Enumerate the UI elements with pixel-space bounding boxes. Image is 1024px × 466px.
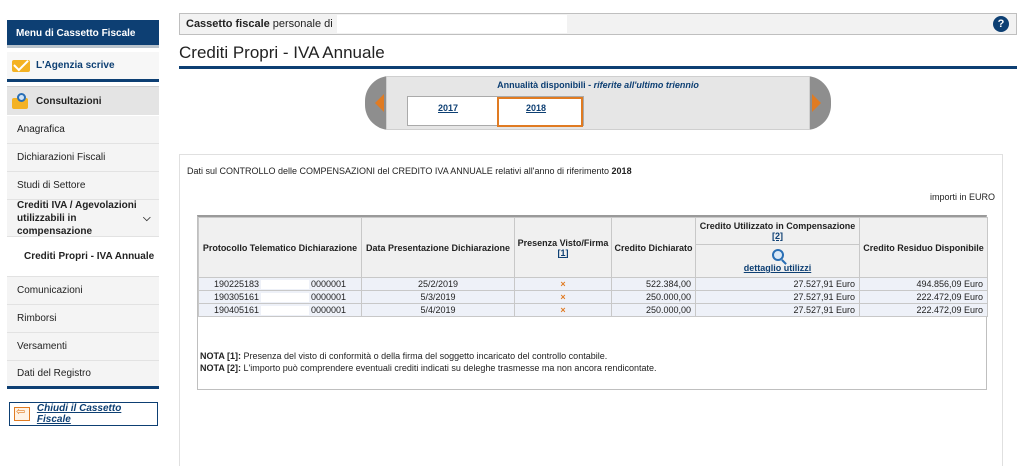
- sidebar-item-agenzia[interactable]: [7, 52, 159, 82]
- sidebar-item-studi[interactable]: Studi di Settore: [7, 172, 159, 200]
- protocollo-suffix: 0000001: [311, 304, 347, 315]
- help-icon[interactable]: ?: [993, 16, 1009, 32]
- nota-2: [200, 362, 656, 374]
- selected-year-highlight: [497, 97, 583, 127]
- col-header-data: Data Presentazione Dichiarazione: [362, 218, 515, 278]
- intro-label: Dati sul CONTROLLO delle COMPENSAZIONI del CREDITO IVA ANNUALE relativi all'anno di riferimento: [187, 166, 610, 176]
- sidebar-item-crediti-propri[interactable]: Crediti Propri - IVA Annuale: [7, 237, 159, 277]
- year-selector: [365, 76, 831, 130]
- credito-cell: 250.000,00: [612, 291, 696, 304]
- nota-1-text: Presenza del visto di conformità o della firma del soggetto incaricato del controllo contabile.: [243, 351, 608, 361]
- arrow-left-icon: [375, 94, 384, 112]
- year-link-2017[interactable]: 2017: [438, 103, 459, 113]
- sidebar: [7, 20, 159, 426]
- sidebar-item-label: Crediti IVA / Agevolazioni utilizzabili in compensazione: [17, 199, 137, 237]
- nota-1-link[interactable]: [1]: [557, 247, 569, 258]
- close-cassetto-link[interactable]: Chiudi il Cassetto Fiscale: [36, 403, 122, 425]
- data-cell: 25/2/2019: [362, 278, 515, 291]
- taxpayer-bar-title: Cassetto fiscale: [186, 18, 270, 30]
- sidebar-item-crediti[interactable]: [7, 200, 159, 237]
- consultazioni-icon: [12, 93, 30, 109]
- intro-text: [187, 166, 632, 176]
- exit-icon: [14, 407, 30, 421]
- sidebar-item-label: L'Agenzia scrive: [36, 60, 115, 71]
- visto-mark: ×: [515, 304, 612, 317]
- protocollo-cell: [199, 291, 362, 304]
- col-header-visto: [515, 218, 612, 278]
- sidebar-item-anagrafica[interactable]: Anagrafica: [7, 116, 159, 144]
- sidebar-item-versamenti[interactable]: Versamenti: [7, 333, 159, 361]
- title-divider: [179, 66, 1017, 69]
- year-panel: [386, 76, 810, 130]
- credito-cell: 250.000,00: [612, 304, 696, 317]
- taxpayer-bar-label: personale di: [272, 18, 333, 30]
- visto-mark: ×: [515, 291, 612, 304]
- col-header-residuo: Credito Residuo Disponibile: [860, 218, 988, 278]
- year-heading-note: riferite all'ultimo triennio: [593, 80, 699, 90]
- protocollo-cell: [199, 304, 362, 317]
- intro-year: 2018: [611, 166, 632, 176]
- arrow-right-icon: [812, 94, 821, 112]
- data-cell: 5/3/2019: [362, 291, 515, 304]
- credit-table: [198, 217, 988, 317]
- sidebar-item-label: Consultazioni: [36, 95, 102, 107]
- year-heading: [387, 80, 809, 90]
- utilizzato-cell: 27.527,91 Euro: [696, 304, 860, 317]
- sidebar-header: Menu di Cassetto Fiscale: [7, 20, 159, 48]
- dettaglio-utilizzi-link[interactable]: dettaglio utilizzi: [743, 263, 812, 273]
- residuo-cell: 222.472,09 Euro: [860, 304, 988, 317]
- page-title: Crediti Propri - IVA Annuale: [179, 43, 385, 62]
- sidebar-item-consultazioni[interactable]: [7, 86, 159, 116]
- utilizzato-cell: 27.527,91 Euro: [696, 278, 860, 291]
- sidebar-item-comunicazioni[interactable]: Comunicazioni: [7, 277, 159, 305]
- col-header-visto-label: Presenza Visto/Firma: [517, 237, 609, 248]
- table-row: [199, 291, 988, 304]
- year-link-2018[interactable]: 2018: [526, 103, 547, 113]
- residuo-cell: 494.856,09 Euro: [860, 278, 988, 291]
- envelope-icon: [12, 60, 30, 72]
- visto-mark: ×: [515, 278, 612, 291]
- protocollo-prefix: 190225183: [213, 278, 259, 289]
- search-icon[interactable]: [772, 249, 784, 261]
- protocollo-suffix: 0000001: [311, 278, 347, 289]
- data-cell: 5/4/2019: [362, 304, 515, 317]
- masked-segment: [261, 306, 309, 315]
- nota-2-label: NOTA [2]:: [200, 363, 241, 373]
- sidebar-item-registro[interactable]: Dati del Registro: [7, 361, 159, 389]
- protocollo-prefix: 190305161: [213, 291, 259, 302]
- col-header-credito: Credito Dichiarato: [612, 218, 696, 278]
- nota-2-link[interactable]: [2]: [772, 231, 783, 241]
- utilizzato-cell: 27.527,91 Euro: [696, 291, 860, 304]
- nota-1-label: NOTA [1]:: [200, 351, 241, 361]
- col-header-protocollo: Protocollo Telematico Dichiarazione: [199, 218, 362, 278]
- notes: [200, 350, 656, 374]
- nota-2-text: L'importo può comprendere eventuali crediti indicati su deleghe trasmesse ma non ancora rendicontate.: [243, 363, 657, 373]
- unit-label: importi in EURO: [929, 192, 995, 202]
- content-panel: [179, 154, 1003, 466]
- credito-cell: 522.384,00: [612, 278, 696, 291]
- residuo-cell: 222.472,09 Euro: [860, 291, 988, 304]
- col-header-utilizzato-label: Credito Utilizzato in Compensazione: [699, 221, 856, 231]
- col-header-utilizzato: [696, 218, 860, 245]
- dettaglio-cell: [696, 245, 860, 278]
- masked-segment: [261, 280, 309, 289]
- nota-1: [200, 350, 656, 362]
- masked-segment: [261, 293, 309, 302]
- taxpayer-name-field: [337, 15, 567, 33]
- taxpayer-bar: [179, 13, 1017, 35]
- close-cassetto-button[interactable]: [9, 402, 158, 426]
- table-row: [199, 278, 988, 291]
- chevron-down-icon: ⌵: [143, 212, 151, 224]
- year-heading-label: Annualità disponibili -: [497, 80, 592, 90]
- sidebar-item-rimborsi[interactable]: Rimborsi: [7, 305, 159, 333]
- protocollo-prefix: 190405161: [213, 304, 259, 315]
- sidebar-item-dichiarazioni[interactable]: Dichiarazioni Fiscali: [7, 144, 159, 172]
- protocollo-cell: [199, 278, 362, 291]
- protocollo-suffix: 0000001: [311, 291, 347, 302]
- table-row: [199, 304, 988, 317]
